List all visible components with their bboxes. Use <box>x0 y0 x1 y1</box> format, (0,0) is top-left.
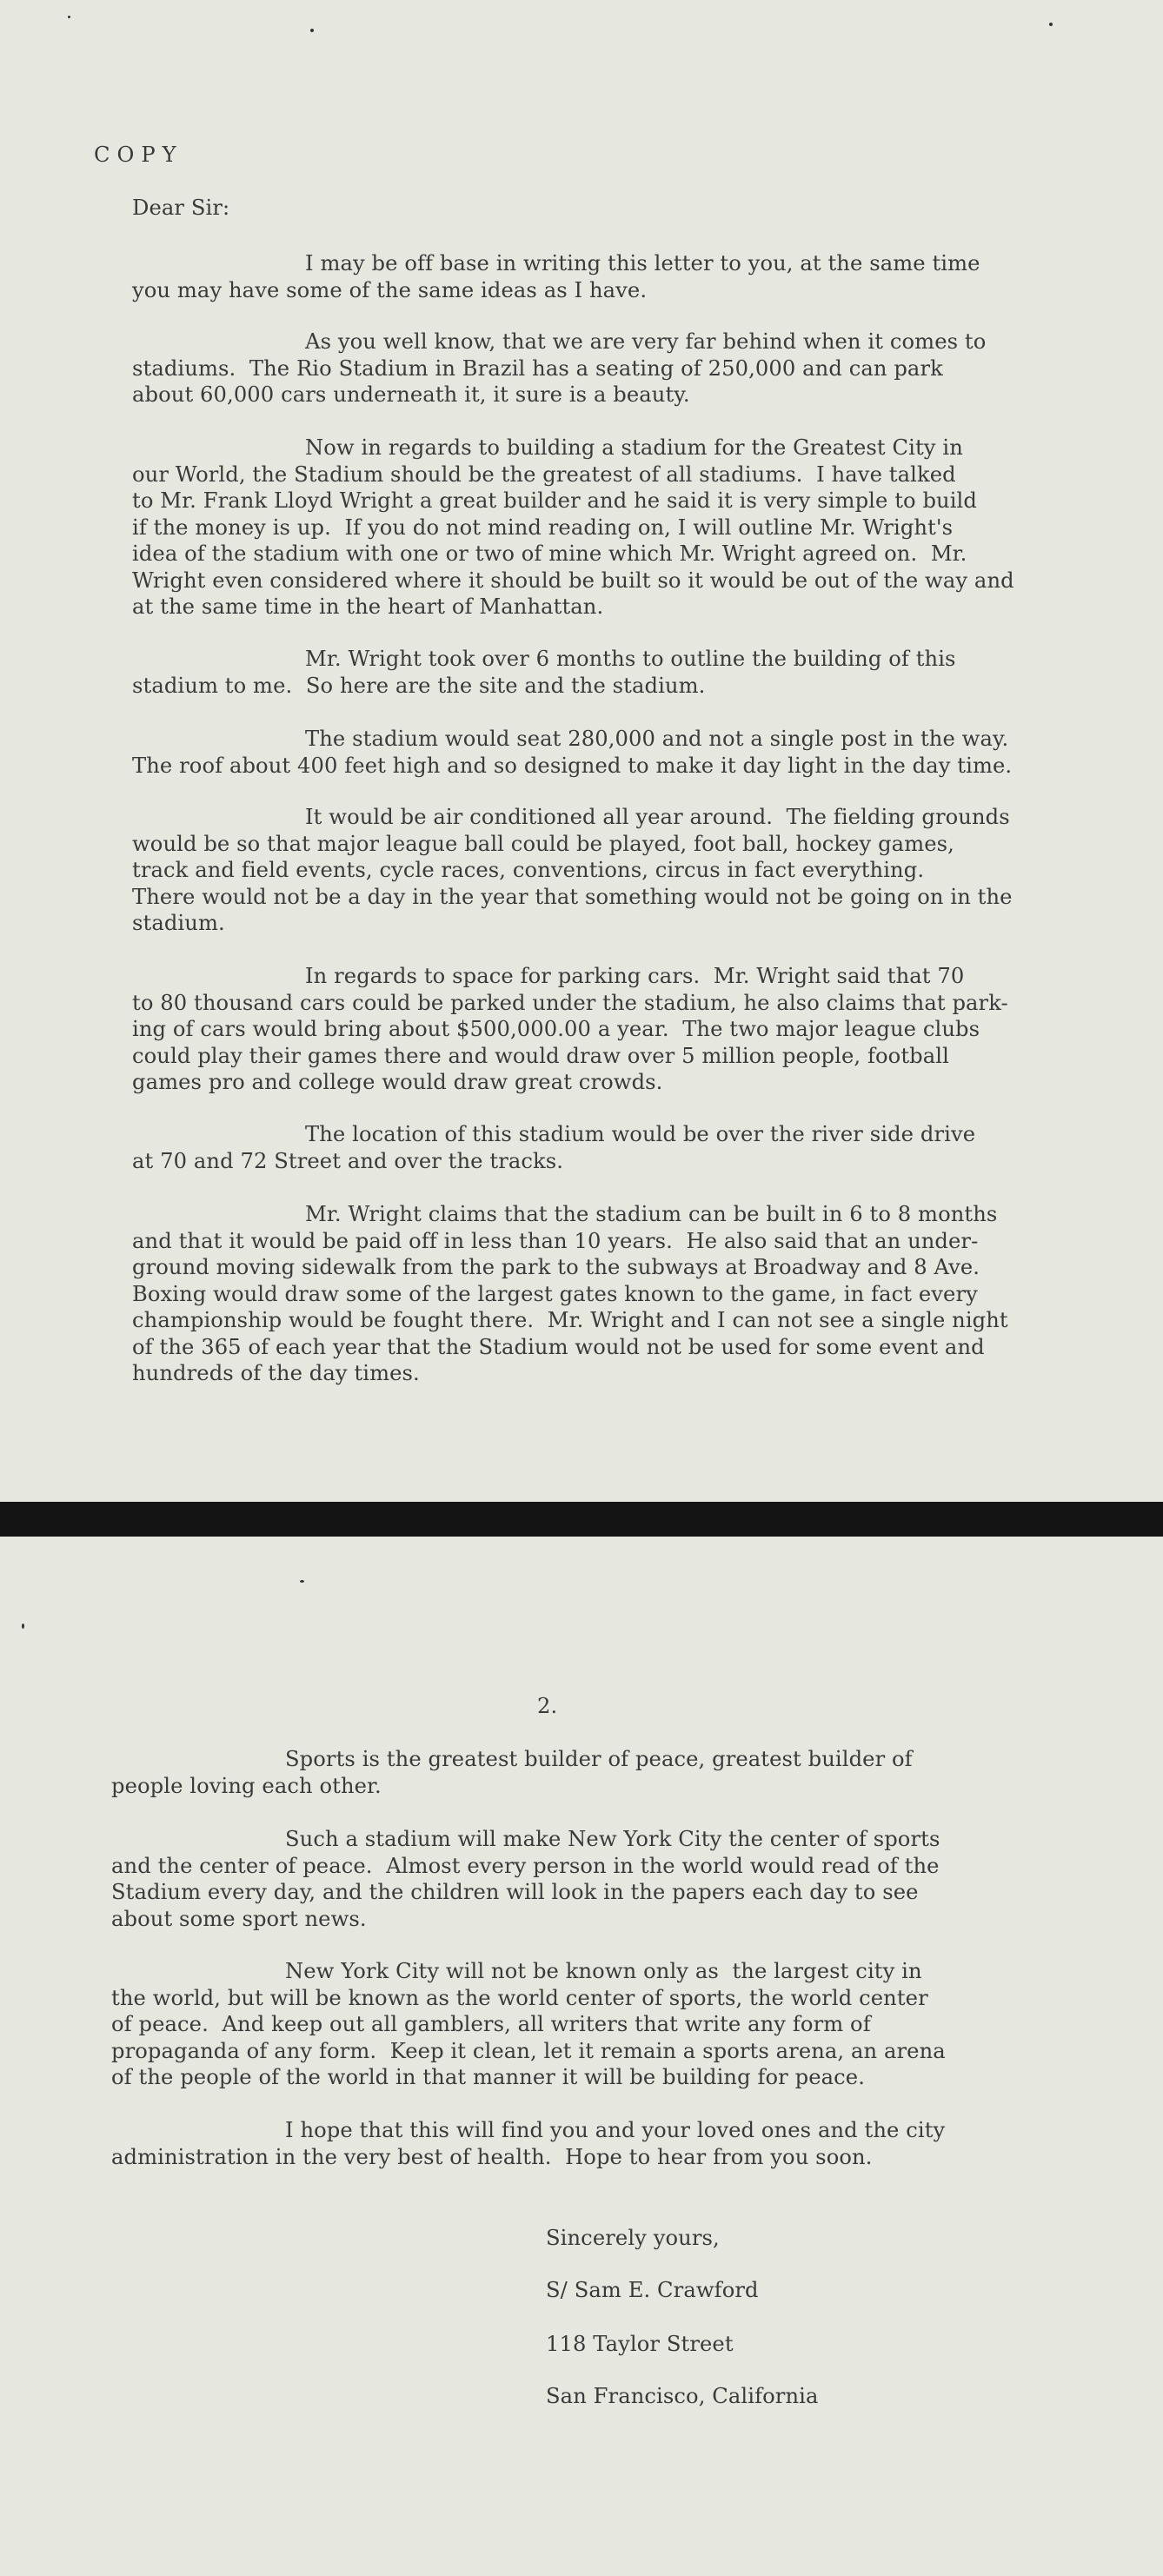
paragraph-line: of peace. And keep out all gamblers, all writers that write any form of <box>111 2012 871 2036</box>
paragraph-line: games pro and college would draw great crowds. <box>132 1070 663 1094</box>
paragraph-line: It would be air conditioned all year around. The fielding grounds <box>305 805 1010 829</box>
paragraph-line: hundreds of the day times. <box>132 1361 420 1385</box>
paragraph-line: stadium. <box>132 911 225 935</box>
paragraph-line: Mr. Wright took over 6 months to outline the building of this <box>305 647 956 671</box>
paragraph-line: ing of cars would bring about $500,000.00 a year. The two major league clubs <box>132 1017 980 1041</box>
paragraph-line: As you well know, that we are very far behind when it comes to <box>305 329 987 354</box>
paragraph-line: I may be off base in writing this letter to you, at the same time <box>305 251 980 276</box>
paragraph-line: championship would be fought there. Mr. Wright and I can not see a single night <box>132 1308 1008 1332</box>
paragraph-line: Mr. Wright claims that the stadium can be built in 6 to 8 months <box>305 1202 998 1226</box>
paragraph-line: at 70 and 72 Street and over the tracks. <box>132 1148 564 1173</box>
copy-header: COPY <box>94 143 183 167</box>
page-number: 2. <box>537 1694 558 1718</box>
paragraph-line: Sports is the greatest builder of peace, greatest builder of <box>285 1747 913 1771</box>
paragraph-line: the world, but will be known as the world center of sports, the world center <box>111 1985 928 2010</box>
paragraph-line: track and field events, cycle races, conventions, circus in fact everything. <box>132 858 925 882</box>
paragraph-line: you may have some of the same ideas as I have. <box>132 277 648 302</box>
paragraph-line: would be so that major league ball could be played, foot ball, hockey games, <box>132 831 954 856</box>
salutation: Dear Sir: <box>132 196 230 220</box>
paper-speck <box>310 29 314 32</box>
paragraph-line: There would not be a day in the year that something would not be going on in the <box>132 884 1013 909</box>
paper-speck <box>22 1623 24 1629</box>
closing: Sincerely yours, <box>546 2226 720 2250</box>
paragraph-line: stadium to me. So here are the site and the stadium. <box>132 673 706 698</box>
paragraph-line: to Mr. Frank Lloyd Wright a great builder and he said it is very simple to build <box>132 488 977 513</box>
page-divider <box>0 1502 1163 1537</box>
paper-speck <box>68 16 70 18</box>
paragraph-line: The stadium would seat 280,000 and not a single post in the way. <box>305 727 1009 751</box>
paragraph-line: Now in regards to building a stadium for the Greatest City in <box>305 435 963 460</box>
paper-speck <box>1049 23 1053 26</box>
address-street: 118 Taylor Street <box>546 2332 734 2356</box>
paragraph-line: The roof about 400 feet high and so designed to make it day light in the day time. <box>132 753 1013 778</box>
paragraph-line: and the center of peace. Almost every person in the world would read of the <box>111 1853 940 1878</box>
paragraph-line: I hope that this will find you and your loved ones and the city <box>285 2118 946 2142</box>
paragraph-line: Wright even considered where it should be built so it would be out of the way and <box>132 568 1014 593</box>
paragraph-line: Boxing would draw some of the largest gates known to the game, in fact every <box>132 1281 978 1306</box>
paragraph-line: of the 365 of each year that the Stadium would not be used for some event and <box>132 1334 985 1359</box>
paragraph-line: could play their games there and would draw over 5 million people, football <box>132 1043 949 1068</box>
paragraph-line: about some sport news. <box>111 1906 367 1931</box>
paper-speck <box>300 1580 304 1583</box>
paragraph-line: In regards to space for parking cars. Mr. Wright said that 70 <box>305 964 965 988</box>
paragraph-line: our World, the Stadium should be the greatest of all stadiums. I have talked <box>132 461 956 487</box>
paragraph-line: to 80 thousand cars could be parked under the stadium, he also claims that park- <box>132 990 1008 1015</box>
signature: S/ Sam E. Crawford <box>546 2278 759 2302</box>
paragraph-line: if the money is up. If you do not mind reading on, I will outline Mr. Wright's <box>132 515 954 540</box>
paragraph-line: idea of the stadium with one or two of mine which Mr. Wright agreed on. Mr. <box>132 541 967 566</box>
paragraph-line: Stadium every day, and the children will look in the papers each day to see <box>111 1880 919 1904</box>
paragraph-line: of the people of the world in that manner it will be building for peace. <box>111 2065 865 2089</box>
paragraph-line: The location of this stadium would be over the river side drive <box>305 1122 976 1146</box>
paragraph-line: New York City will not be known only as the largest city in <box>285 1959 922 1983</box>
paragraph-line: at the same time in the heart of Manhattan. <box>132 594 604 619</box>
paragraph-line: and that it would be paid off in less than 10 years. He also said that an under- <box>132 1228 979 1253</box>
address-city: San Francisco, California <box>546 2384 819 2408</box>
paragraph-line: propaganda of any form. Keep it clean, let it remain a sports arena, an arena <box>111 2038 946 2063</box>
paragraph-line: Such a stadium will make New York City the center of sports <box>285 1827 940 1851</box>
letter-page-2 <box>0 1537 1163 2576</box>
paragraph-line: stadiums. The Rio Stadium in Brazil has a seating of 250,000 and can park <box>132 355 943 381</box>
paragraph-line: about 60,000 cars underneath it, it sure is a beauty. <box>132 382 690 407</box>
paragraph-line: people loving each other. <box>111 1773 382 1798</box>
paragraph-line: ground moving sidewalk from the park to the subways at Broadway and 8 Ave. <box>132 1255 980 1279</box>
paragraph-line: administration in the very best of health. Hope to hear from you soon. <box>111 2144 873 2169</box>
